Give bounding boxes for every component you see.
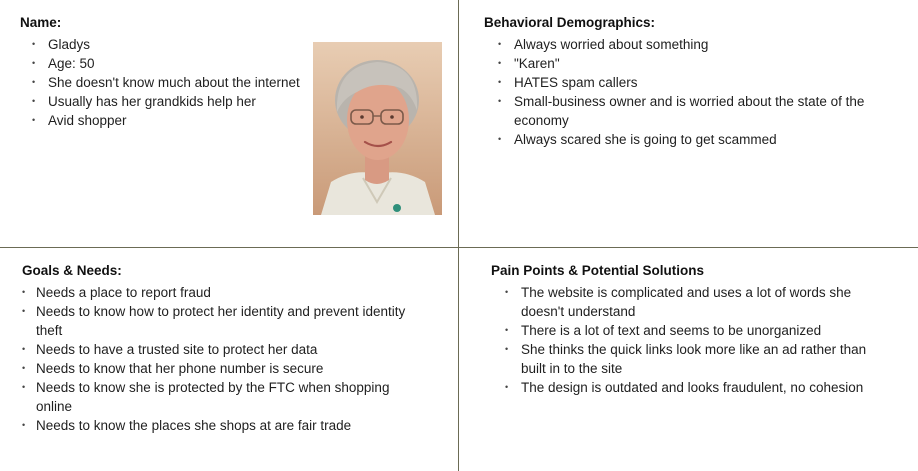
list-item: • Needs to have a trusted site to protect her data (22, 340, 422, 359)
horizontal-divider (0, 247, 918, 248)
name-list (20, 35, 320, 130)
persona-portrait (313, 42, 442, 215)
list-item: • The design is outdated and looks fraudulent, no cohesion (491, 378, 891, 397)
pain-points-list (491, 283, 891, 397)
name-section (20, 15, 320, 130)
list-item: • Always scared she is going to get scammed (484, 130, 884, 149)
goals-list (22, 283, 422, 435)
list-item: • Gladys (20, 35, 320, 54)
list-item: • Needs a place to report fraud (22, 283, 422, 302)
pain-points-section (491, 263, 891, 397)
goals-section (22, 263, 422, 435)
list-item: • Avid shopper (20, 111, 320, 130)
list-item: • HATES spam callers (484, 73, 884, 92)
behavioral-list (484, 35, 884, 149)
list-item: • Needs to know she is protected by the FTC when shopping online (22, 378, 422, 416)
vertical-divider (458, 0, 459, 471)
behavioral-section (484, 15, 884, 149)
list-item: • "Karen" (484, 54, 884, 73)
list-item: • Needs to know that her phone number is secure (22, 359, 422, 378)
list-item: • Always worried about something (484, 35, 884, 54)
name-title: Name: (20, 15, 62, 30)
persona-photo (313, 42, 442, 215)
list-item: • She doesn't know much about the internet (20, 73, 320, 92)
list-item: • There is a lot of text and seems to be unorganized (491, 321, 891, 340)
goals-title: Goals & Needs: (22, 263, 122, 278)
list-item: • She thinks the quick links look more like an ad rather than built in to the site (491, 340, 891, 378)
pain-points-title: Pain Points & Potential Solutions (491, 263, 705, 278)
list-item: • Needs to know the places she shops at are fair trade (22, 416, 422, 435)
behavioral-title: Behavioral Demographics: (484, 15, 656, 30)
list-item: • Small-business owner and is worried about the state of the economy (484, 92, 884, 130)
list-item: • Age: 50 (20, 54, 320, 73)
list-item: • Needs to know how to protect her identity and prevent identity theft (22, 302, 422, 340)
list-item: • Usually has her grandkids help her (20, 92, 320, 111)
list-item: • The website is complicated and uses a lot of words she doesn't understand (491, 283, 891, 321)
